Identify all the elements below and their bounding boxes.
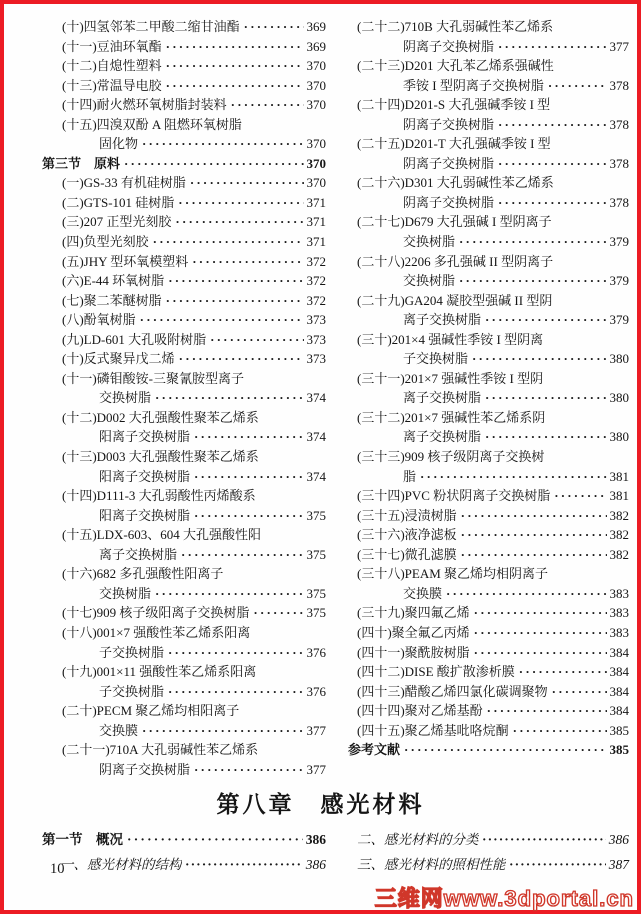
toc-line: [348, 701, 629, 721]
toc-entry-text: (十四)D111-3 大孔弱酸性丙烯酸系: [62, 488, 256, 504]
footer-columns: [4, 819, 637, 877]
toc-line: [42, 486, 326, 506]
toc-entry-text: (二)GTS-101 硅树脂: [62, 194, 175, 210]
toc-page-number: 370: [306, 136, 326, 152]
dot-leader: [552, 682, 607, 702]
toc-line: [42, 154, 326, 174]
dot-leader: [142, 721, 303, 741]
toc-page-number: 370: [306, 97, 326, 113]
toc-page-number: 379: [609, 312, 629, 328]
toc-page-number: 384: [609, 644, 629, 660]
toc-line: [42, 173, 326, 193]
toc-line: [348, 486, 629, 506]
toc-line: [42, 115, 326, 135]
toc-line: [348, 95, 629, 115]
dot-leader: [483, 828, 606, 853]
toc-entry-text: (三十八)PEAM 聚乙烯均相阴离子: [357, 566, 549, 582]
toc-page-number: 370: [306, 175, 326, 191]
toc-page-number: 386: [305, 832, 326, 848]
toc-line: [348, 252, 629, 272]
toc-page-number: 374: [306, 390, 326, 406]
dot-leader: [210, 330, 303, 350]
toc-entry-text: 阴离子交换树脂: [403, 155, 495, 171]
toc-entry-text: 子交换树脂: [403, 351, 469, 367]
toc-line: [42, 740, 326, 760]
toc-page-number: 370: [306, 58, 326, 74]
dot-leader: [510, 853, 606, 878]
toc-line: [42, 310, 326, 330]
dot-leader: [498, 37, 606, 57]
toc-entry-text: (一)GS-33 有机硅树脂: [62, 175, 186, 191]
dot-leader: [474, 603, 607, 623]
toc-line: [348, 828, 629, 853]
toc-page-number: 371: [306, 214, 326, 230]
toc-page-number: 380: [609, 390, 629, 406]
toc-line: [348, 525, 629, 545]
toc-page-number: 384: [609, 664, 629, 680]
toc-entry-text: (八)酚氧树脂: [62, 312, 136, 328]
toc-page-number: 383: [609, 605, 629, 621]
toc-page-number: 385: [609, 742, 629, 758]
dot-leader: [487, 701, 607, 721]
toc-entry-text: (三)207 正型光刻胶: [62, 214, 172, 230]
toc-line: [42, 506, 326, 526]
toc-line: [42, 545, 326, 565]
dot-leader: [461, 545, 607, 565]
dot-leader: [253, 603, 303, 623]
dot-leader: [513, 721, 607, 741]
dot-leader: [194, 760, 303, 780]
toc-entry-text: (二十四)D201-S 大孔强碱季铵 I 型: [357, 97, 551, 113]
dot-leader: [168, 643, 303, 663]
toc-line: [42, 760, 326, 780]
toc-page-number: 381: [609, 488, 629, 504]
toc-line: [42, 369, 326, 389]
toc-entry-text: 交换膜: [403, 585, 443, 601]
toc-page-number: 382: [609, 507, 629, 523]
dot-leader: [194, 427, 303, 447]
dot-leader: [404, 740, 606, 760]
toc-entry-text: (十一)磷钼酸铵-三聚氰胺型离子: [62, 370, 244, 386]
toc-line: [42, 564, 326, 584]
toc-line: [348, 212, 629, 232]
toc-line: [42, 447, 326, 467]
toc-entry-text: (十六)682 多孔强酸性阳离子: [62, 566, 224, 582]
dot-leader: [190, 173, 304, 193]
toc-page-number: 381: [609, 468, 629, 484]
toc-entry-text: (三十七)微孔滤膜: [357, 546, 457, 562]
toc-entry-text: (二十五)D201-T 大孔强碱季铵 I 型: [357, 136, 551, 152]
toc-line: [348, 369, 629, 389]
dot-leader: [194, 506, 303, 526]
toc-line: [348, 17, 629, 37]
toc-page-number: 387: [608, 856, 629, 872]
toc-entry-text: (二十七)D679 大孔强碱 I 型阴离子: [357, 214, 552, 230]
toc-page-number: 370: [306, 77, 326, 93]
toc-page-number: 375: [306, 605, 326, 621]
toc-page-number: 374: [306, 468, 326, 484]
dot-leader: [166, 56, 304, 76]
toc-entry-text: (十八)001×7 强酸性苯乙烯系阳离: [62, 624, 251, 640]
dot-leader: [181, 545, 303, 565]
toc-line: [348, 643, 629, 663]
toc-line: [42, 662, 326, 682]
toc-entry-text: (七)聚二苯醚树脂: [62, 292, 162, 308]
toc-entry-text: 阳离子交换树脂: [99, 429, 191, 445]
toc-entry-text: (十)四氢邻苯二甲酸二缩甘油酯: [62, 19, 240, 34]
toc-entry-text: 阳离子交换树脂: [99, 468, 191, 484]
dot-leader: [153, 232, 304, 252]
toc-entry-text: 三、感光材料的照相性能: [357, 856, 506, 872]
toc-line: [42, 584, 326, 604]
toc-page-number: 384: [609, 703, 629, 719]
toc-line: [348, 56, 629, 76]
toc-entry-text: 固化物: [99, 136, 139, 152]
toc-entry-text: 子交换树脂: [99, 644, 165, 660]
toc-page-number: 374: [306, 429, 326, 445]
toc-line: [42, 17, 326, 37]
toc-entry-text: 阴离子交换树脂: [403, 116, 495, 132]
dot-leader: [140, 310, 304, 330]
toc-line: [348, 349, 629, 369]
toc-line: [42, 232, 326, 252]
dot-leader: [194, 467, 303, 487]
toc-line: [42, 193, 326, 213]
dot-leader: [127, 828, 303, 853]
toc-line: [42, 56, 326, 76]
toc-entry-text: 交换树脂: [99, 585, 152, 601]
toc-line: [348, 447, 629, 467]
toc-entry-text: 季铵 I 型阴离子交换树脂: [403, 77, 544, 93]
toc-page-number: 370: [306, 155, 326, 171]
toc-line: [42, 623, 326, 643]
toc-line: [348, 310, 629, 330]
toc-line: [348, 271, 629, 291]
toc-entry-text: (十)反式聚异戊二烯: [62, 351, 175, 367]
toc-entry-text: (三十一)201×7 强碱性季铵 I 型阴: [357, 370, 544, 386]
toc-entry-text: 二、感光材料的分类: [357, 832, 479, 848]
toc-line: [42, 388, 326, 408]
toc-entry-text: (三十)201×4 强碱性季铵 I 型阴离: [357, 331, 544, 347]
toc-entry-text: (四十一)聚酰胺树脂: [357, 644, 470, 660]
toc-entry-text: (四十三)醋酸乙烯四氯化碳调聚物: [357, 683, 548, 699]
toc-entry-text: (三十九)聚四氟乙烯: [357, 605, 470, 621]
toc-page-number: 380: [609, 351, 629, 367]
toc-page-number: 373: [306, 312, 326, 328]
toc-entry-text: 阳离子交换树脂: [99, 507, 191, 523]
toc-entry-text: 参考文献: [348, 742, 401, 758]
dot-leader: [485, 427, 606, 447]
dot-leader: [459, 271, 606, 291]
dot-leader: [155, 388, 303, 408]
toc-entry-text: (十三)常温导电胶: [62, 77, 162, 93]
dot-leader: [168, 682, 303, 702]
toc-entry-text: (二十)PECM 聚乙烯均相阳离子: [62, 703, 240, 719]
dot-leader: [142, 134, 303, 154]
dot-leader: [519, 662, 607, 682]
toc-line: [42, 76, 326, 96]
toc-page-number: 375: [306, 546, 326, 562]
toc-page-number: 369: [306, 19, 326, 34]
toc-page-number: 372: [306, 273, 326, 289]
dot-leader: [166, 37, 304, 57]
toc-line: [348, 682, 629, 702]
toc-entry-text: 一、感光材料的结构: [60, 856, 182, 872]
dot-leader: [485, 310, 606, 330]
page-number: 10: [50, 861, 65, 877]
toc-page-number: 369: [306, 38, 326, 54]
toc-entry-text: (三十六)液净滤板: [357, 527, 457, 543]
toc-entry-text: 交换树脂: [403, 273, 456, 289]
toc-page-number: 380: [609, 429, 629, 445]
toc-page-number: 377: [609, 38, 629, 54]
toc-page-number: 385: [609, 722, 629, 738]
toc-line: [348, 173, 629, 193]
dot-leader: [474, 623, 607, 643]
toc-line: [42, 291, 326, 311]
dot-leader: [175, 212, 303, 232]
toc-entry-text: (四)负型光刻胶: [62, 234, 149, 250]
toc-entry-text: (六)E-44 环氧树脂: [62, 273, 165, 289]
dot-leader: [459, 232, 606, 252]
toc-line: [42, 252, 326, 272]
toc-entry-text: 阴离子交换树脂: [99, 761, 191, 777]
toc-entry-text: (五)JHY 型环氧模塑料: [62, 253, 189, 269]
dot-leader: [498, 115, 606, 135]
dot-leader: [461, 525, 607, 545]
footer-column-right: [348, 828, 629, 877]
toc-entry-text: (十五)四溴双酚 A 阻燃环氧树脂: [62, 116, 242, 132]
toc-line: [42, 721, 326, 741]
dot-leader: [168, 271, 303, 291]
chapter-heading: 第八章 感光材料: [216, 792, 425, 818]
toc-page-number: 373: [306, 351, 326, 367]
dot-leader: [231, 95, 304, 115]
toc-entry-text: (二十六)D301 大孔弱碱性苯乙烯系: [357, 175, 554, 191]
dot-leader: [461, 506, 607, 526]
toc-entry-text: 离子交换树脂: [99, 546, 178, 562]
toc-entry-text: (十七)909 核子级阳离子交换树脂: [62, 605, 250, 621]
toc-line: [348, 291, 629, 311]
dot-leader: [485, 388, 606, 408]
watermark: 三维网www.3dportal.cn: [374, 886, 634, 911]
toc-line: [348, 134, 629, 154]
toc-line: [42, 427, 326, 447]
toc-page-number: 383: [609, 624, 629, 640]
dot-leader: [244, 17, 304, 37]
toc-page-number: 383: [609, 585, 629, 601]
toc-line: [42, 853, 326, 878]
dot-leader: [178, 193, 303, 213]
toc-line: [42, 330, 326, 350]
toc-columns: [4, 4, 637, 779]
toc-line: [348, 232, 629, 252]
toc-line: [348, 545, 629, 565]
toc-entry-text: (四十)聚全氟乙丙烯: [357, 624, 470, 640]
toc-line: [348, 564, 629, 584]
toc-entry-text: 离子交换树脂: [403, 390, 482, 406]
toc-page-number: 379: [609, 234, 629, 250]
toc-line: [348, 740, 629, 760]
toc-entry-text: (十三)D003 大孔强酸性聚苯乙烯系: [62, 449, 259, 465]
toc-page-number: 376: [306, 644, 326, 660]
toc-line: [348, 427, 629, 447]
dot-leader: [498, 193, 606, 213]
toc-entry-text: (三十三)909 核子级阴离子交换树: [357, 449, 545, 465]
toc-entry-text: (十五)LDX-603、604 大孔强酸性阳: [62, 527, 261, 543]
toc-entry-text: (十二)自熄性塑料: [62, 58, 162, 74]
dot-leader: [548, 76, 607, 96]
dot-leader: [498, 154, 606, 174]
toc-line: [348, 330, 629, 350]
dot-leader: [554, 486, 606, 506]
toc-line: [42, 603, 326, 623]
toc-line: [42, 525, 326, 545]
toc-entry-text: 第三节 原料: [42, 155, 121, 171]
toc-line: [42, 682, 326, 702]
toc-page-number: 373: [306, 331, 326, 347]
toc-line: [42, 408, 326, 428]
toc-line: [348, 37, 629, 57]
toc-entry-text: 脂: [403, 468, 417, 484]
toc-line: [42, 212, 326, 232]
toc-entry-text: (四十四)聚对乙烯基酚: [357, 703, 483, 719]
dot-leader: [155, 584, 303, 604]
dot-leader: [166, 291, 304, 311]
toc-entry-text: (二十三)D201 大孔苯乙烯系强碱性: [357, 58, 554, 74]
toc-entry-text: 第一节 概况: [42, 832, 123, 848]
toc-entry-text: (四十二)DISE 酸扩散渗析膜: [357, 664, 515, 680]
toc-line: [348, 76, 629, 96]
dot-leader: [472, 349, 606, 369]
toc-entry-text: (二十九)GA204 凝胶型强碱 II 型阴: [357, 292, 553, 308]
toc-line: [348, 154, 629, 174]
toc-entry-text: 离子交换树脂: [403, 429, 482, 445]
toc-entry-text: (十二)D002 大孔强酸性聚苯乙烯系: [62, 409, 259, 425]
toc-entry-text: 交换树脂: [99, 390, 152, 406]
toc-line: [348, 115, 629, 135]
dot-leader: [179, 349, 304, 369]
toc-entry-text: 离子交换树脂: [403, 312, 482, 328]
toc-entry-text: (九)LD-601 大孔吸附树脂: [62, 331, 207, 347]
toc-page-number: 375: [306, 507, 326, 523]
toc-page-number: 382: [609, 546, 629, 562]
toc-entry-text: 交换膜: [99, 722, 139, 738]
toc-page-number: 386: [608, 832, 629, 848]
toc-line: [348, 623, 629, 643]
toc-line: [42, 828, 326, 853]
toc-page-number: 378: [609, 194, 629, 210]
toc-line: [42, 467, 326, 487]
toc-entry-text: (十四)耐火燃环氧树脂封装料: [62, 97, 227, 113]
toc-line: [348, 853, 629, 878]
toc-entry-text: (二十一)710A 大孔弱碱性苯乙烯系: [62, 742, 259, 758]
dot-leader: [166, 76, 304, 96]
toc-line: [42, 37, 326, 57]
toc-entry-text: 阴离子交换树脂: [403, 38, 495, 54]
footer-column-left: [42, 828, 326, 877]
toc-page-number: 375: [306, 585, 326, 601]
toc-line: [42, 349, 326, 369]
toc-page-number: 376: [306, 683, 326, 699]
toc-line: [348, 662, 629, 682]
toc-line: [42, 643, 326, 663]
toc-entry-text: (四十五)聚乙烯基吡咯烷酮: [357, 722, 509, 738]
dot-leader: [192, 252, 303, 272]
toc-line: [348, 408, 629, 428]
toc-page-number: 378: [609, 77, 629, 93]
toc-line: [348, 388, 629, 408]
dot-leader: [446, 584, 606, 604]
toc-line: [42, 134, 326, 154]
dot-leader: [124, 154, 303, 174]
toc-page-number: 371: [306, 234, 326, 250]
toc-page-number: 378: [609, 155, 629, 171]
toc-entry-text: 阴离子交换树脂: [403, 194, 495, 210]
dot-leader: [474, 643, 607, 663]
toc-page-number: 372: [306, 253, 326, 269]
toc-line: [42, 701, 326, 721]
toc-line: [348, 193, 629, 213]
toc-line: [348, 467, 629, 487]
toc-line: [348, 584, 629, 604]
toc-entry-text: (三十二)201×7 强碱性苯乙烯系阴: [357, 409, 546, 425]
toc-page-number: 379: [609, 273, 629, 289]
toc-entry-text: (三十四)PVC 粉状阴离子交换树脂: [357, 488, 551, 504]
toc-column-left: [42, 17, 326, 779]
toc-column-right: [348, 17, 629, 779]
toc-page-number: 371: [306, 194, 326, 210]
dot-leader: [186, 853, 303, 878]
toc-line: [348, 506, 629, 526]
toc-page-number: 382: [609, 527, 629, 543]
toc-page-number: 386: [305, 856, 326, 872]
toc-line: [348, 603, 629, 623]
toc-entry-text: (二十二)710B 大孔弱碱性苯乙烯系: [357, 19, 554, 34]
toc-entry-text: (十九)001×11 强酸性苯乙烯系阳离: [62, 664, 257, 680]
toc-entry-text: (十一)豆油环氧酯: [62, 38, 162, 54]
toc-line: [348, 721, 629, 741]
toc-entry-text: 交换树脂: [403, 234, 456, 250]
toc-line: [42, 271, 326, 291]
toc-page-number: 377: [306, 761, 326, 777]
toc-entry-text: (二十八)2206 多孔强碱 II 型阴离子: [357, 253, 554, 269]
dot-leader: [420, 467, 606, 487]
toc-entry-text: 子交换树脂: [99, 683, 165, 699]
toc-page-number: 372: [306, 292, 326, 308]
toc-entry-text: (三十五)浸渍树脂: [357, 507, 457, 523]
toc-page-number: 377: [306, 722, 326, 738]
toc-page-number: 384: [609, 683, 629, 699]
toc-page-number: 378: [609, 116, 629, 132]
toc-line: [42, 95, 326, 115]
